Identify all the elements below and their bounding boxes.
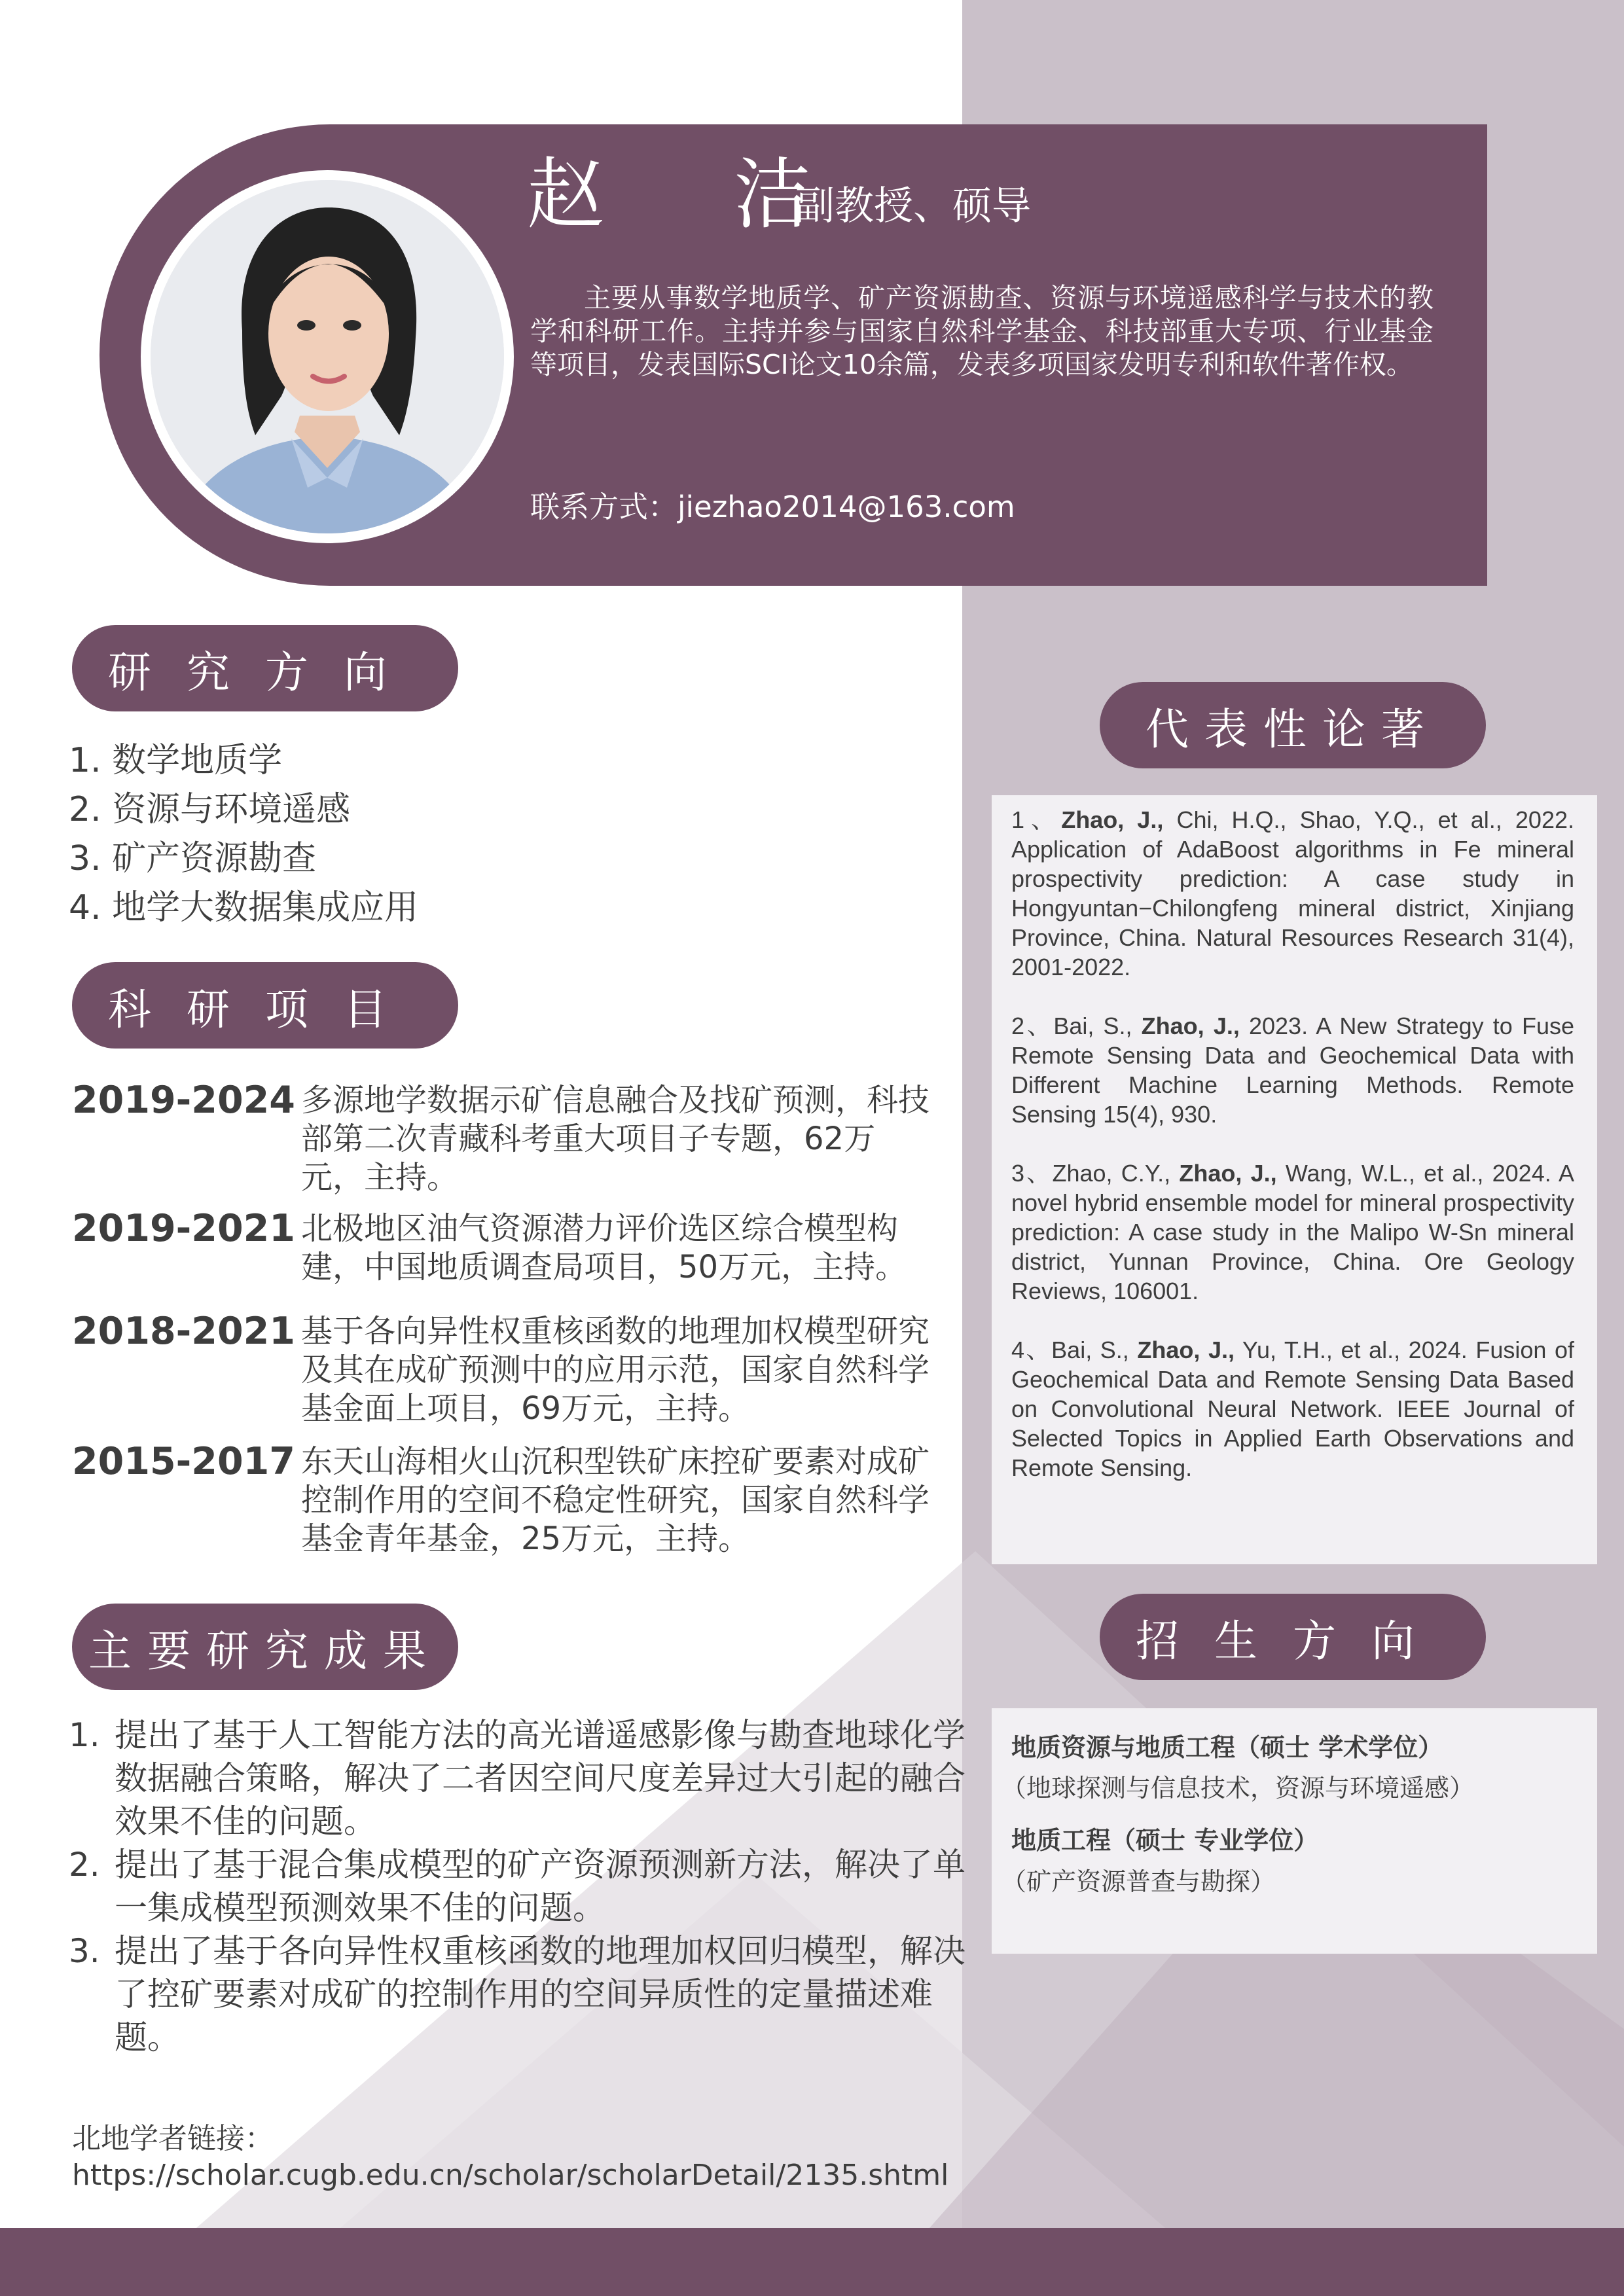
result-item: [69, 1843, 972, 1929]
research-item: 4. 地学大数据集成应用: [69, 888, 419, 927]
admission-program: 地质资源与地质工程（硕士 学术学位）: [1011, 1733, 1443, 1762]
project-years: 2018-2021: [72, 1310, 295, 1353]
admission-fields: （地球探测与信息技术，资源与环境遥感）: [1001, 1774, 1475, 1803]
scholar-link[interactable]: https://scholar.cugb.edu.cn/scholar/scholarDetail/2135.shtml: [72, 2159, 949, 2192]
result-item: [69, 1713, 972, 1843]
result-text: 提出了基于混合集成模型的矿产资源预测新方法，解决了单一集成模型预测效果不佳的问题。: [115, 1846, 965, 1927]
result-text: 提出了基于各向异性权重核函数的地理加权回归模型，解决了控矿要素对成矿的控制作用的空间异质性的定量描述难题。: [115, 1932, 965, 2056]
research-list: [69, 736, 418, 933]
project-item: [72, 1207, 936, 1287]
project-desc: 东天山海相火山沉积型铁矿床控矿要素对成矿控制作用的空间不稳定性研究，国家自然科学基金青年基金，25万元，主持。: [301, 1443, 930, 1557]
project-item: [72, 1081, 936, 1197]
research-item: 1. 数学地质学: [69, 741, 283, 780]
profile-photo: [151, 180, 504, 533]
contact-email[interactable]: 联系方式：jiezhao2014@163.com: [530, 490, 1015, 524]
person-title: 副教授、硕导: [795, 183, 1031, 229]
project-item: [72, 1312, 936, 1428]
project-years: 2019-2021: [72, 1207, 295, 1250]
publication-item: 1、Zhao, J., Chi, H.Q., Shao, Y.Q., et al., 2022. Application of AdaBoost algorithms in Fe mineral prospectivity prediction: A case study in Hongyuntan−Chilongfeng mineral district, Xinjiang Province, China. Natural Resources Research 31(4), 2001-2022.: [1011, 806, 1574, 980]
person-intro: 主要从事数学地质学、矿产资源勘查、资源与环境遥感科学与技术的教学和科研工作。主持并参与国家自然科学基金、科技部重大专项、行业基金等项目，发表国际SCI论文10余篇，发表多项国家发明专利和软件著作权。: [530, 282, 1434, 380]
result-item: [69, 1929, 972, 2059]
project-item: [72, 1440, 936, 1558]
author-highlight: Zhao, J.,: [1137, 1336, 1235, 1363]
scholar-link-label: 北地学者链接：: [72, 2122, 274, 2155]
result-number: 1.: [69, 1716, 100, 1754]
research-heading: 研究方向: [72, 625, 458, 711]
publication-item: 2、Bai, S., Zhao, J., 2023. A New Strategy to Fuse Remote Sensing Data and Geochemical Data with Different Machine Learning Methods. Remote Sensing 15(4), 930.: [1011, 1013, 1575, 1128]
publication-item: 3、Zhao, C.Y., Zhao, J., Wang, W.L., et al., 2024. A novel hybrid ensemble model for mineral prospectivity prediction: A case study in the Malipo W-Sn mineral district, Yunnan Province, China. Ore Geology Reviews, 106001.: [1011, 1160, 1574, 1304]
results-heading: 主要研究成果: [72, 1604, 458, 1690]
project-desc: 多源地学数据示矿信息融合及找矿预测，科技部第二次青藏科考重大项目子专题，62万元，主持。: [301, 1082, 930, 1196]
project-years: 2015-2017: [72, 1440, 295, 1483]
footer-bar: [0, 2228, 1624, 2296]
person-name: 赵 洁: [527, 149, 863, 240]
result-number: 3.: [69, 1932, 100, 1970]
result-text: 提出了基于人工智能方法的高光谱遥感影像与勘查地球化学数据融合策略，解决了二者因空间尺度差异过大引起的融合效果不佳的问题。: [115, 1716, 965, 1840]
publication-item: 4、Bai, S., Zhao, J., Yu, T.H., et al., 2024. Fusion of Geochemical Data and Remote Sensing Data Based on Convolutional Neural Network. IEEE Journal of Selected Topics in Applied Earth Observations and Remote Sensing.: [1011, 1336, 1575, 1481]
research-item: 2. 资源与环境遥感: [69, 790, 351, 829]
result-number: 2.: [69, 1846, 100, 1884]
publications-heading: 代表性论著: [1100, 682, 1486, 768]
admission-fields: （矿产资源普查与勘探）: [1001, 1867, 1276, 1896]
author-highlight: Zhao, J.,: [1141, 1013, 1240, 1039]
research-item: 3. 矿产资源勘查: [69, 839, 317, 878]
project-desc: 北极地区油气资源潜力评价选区综合模型构建，中国地质调查局项目，50万元，主持。: [301, 1210, 907, 1285]
results-list: [69, 1713, 972, 2059]
author-highlight: Zhao, J.,: [1179, 1160, 1277, 1187]
admission-program: 地质工程（硕士 专业学位）: [1011, 1826, 1319, 1855]
project-desc: 基于各向异性权重核函数的地理加权模型研究及其在成矿预测中的应用示范，国家自然科学基金面上项目，69万元，主持。: [301, 1313, 930, 1427]
admission-heading: 招生方向: [1100, 1594, 1486, 1680]
project-years: 2019-2024: [72, 1079, 295, 1122]
projects-heading: 科研项目: [72, 962, 458, 1049]
author-highlight: Zhao, J.,: [1061, 806, 1164, 833]
